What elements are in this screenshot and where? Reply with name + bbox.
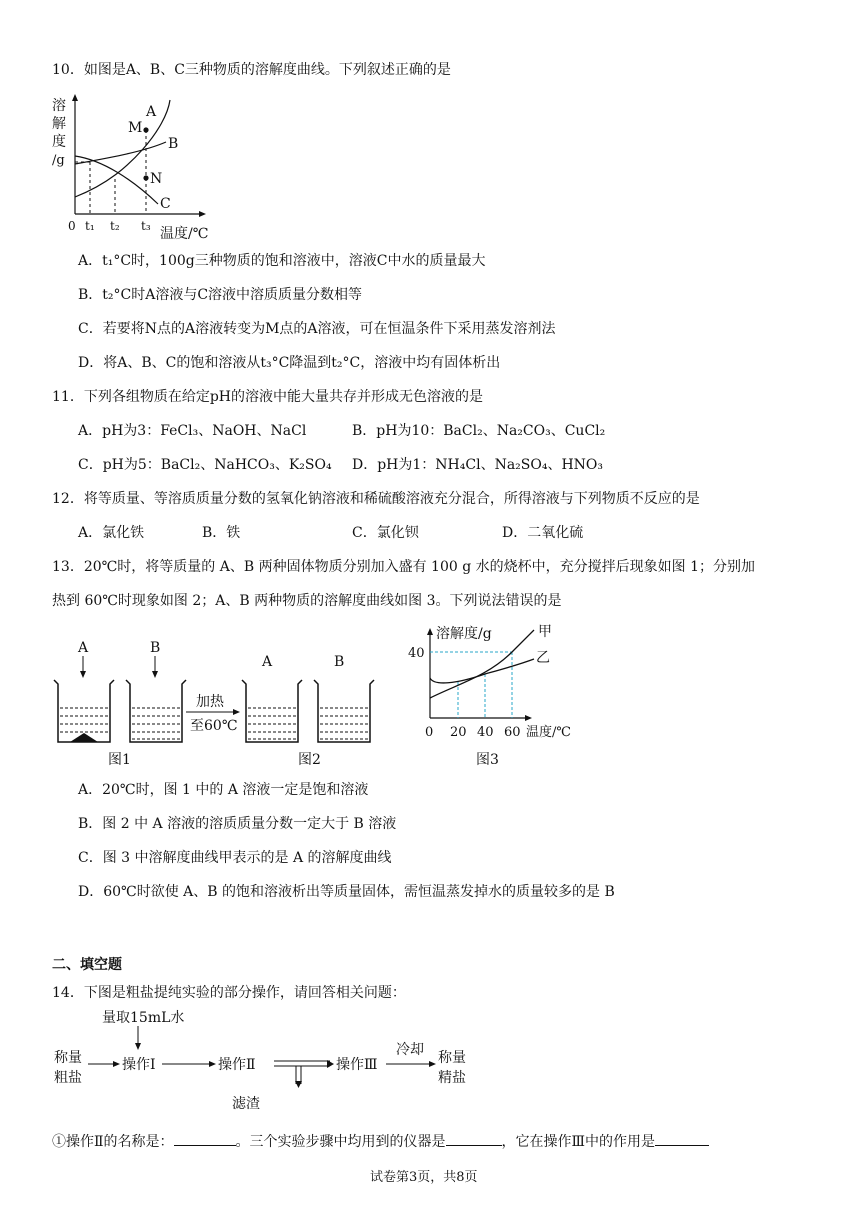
section-heading: 二、填空题 [52,957,122,973]
q11-stem: 11．下列各组物质在给定pH的溶液中能大量共存并形成无色溶液的是 [52,389,483,405]
beaker-1 [54,680,114,742]
answer-blank-3[interactable] [655,1131,709,1146]
svg-text:A: A [146,104,157,120]
svg-text:至60℃: 至60℃ [190,718,238,734]
q10-ylabel-1: 溶 [52,98,66,114]
svg-text:40: 40 [477,725,494,740]
svg-text:C: C [160,196,171,212]
q13-option-d: D．60℃时欲使 A、B 的饱和溶液析出等质量固体，需恒温蒸发掉水的质量较多的是 B [78,884,615,900]
q10-option-a: A．t₁°C时，100g三种物质的饱和溶液中，溶液C中水的质量最大 [78,253,486,269]
q12-option-a: A．氯化铁 [78,525,145,541]
page-footer: 试卷第3页，共8页 [370,1170,478,1185]
svg-text:0: 0 [68,219,76,233]
q10-option-d: D．将A、B、C的饱和溶液从t₃°C降温到t₂°C，溶液中均有固体析出 [78,355,501,371]
svg-text:乙: 乙 [536,650,550,666]
q14-flow-diagram [52,1004,492,1098]
svg-text:粗盐: 粗盐 [54,1070,82,1086]
svg-text:甲: 甲 [538,624,552,640]
q14-q1-part3: ，它在操作Ⅲ中的作用是 [501,1134,656,1150]
answer-blank-2[interactable] [446,1131,502,1146]
svg-text:称量: 称量 [438,1050,466,1066]
q10-solubility-graph [48,94,218,244]
q10-ylabel-2: 解 [52,116,66,132]
answer-blank-1[interactable] [174,1131,236,1146]
q10-stem: 10．如图是A、B、C三种物质的溶解度曲线。下列叙述正确的是 [52,62,451,78]
q11-option-d: D．pH为1：NH₄Cl、Na₂SO₄、HNO₃ [352,457,604,473]
svg-text:40: 40 [408,646,425,661]
q13-option-b: B．图 2 中 A 溶液的溶质质量分数一定大于 B 溶液 [78,816,397,832]
svg-text:t₁: t₁ [85,219,95,233]
q13-solubility-graph [408,618,588,770]
svg-text:图1: 图1 [108,752,131,768]
q14-q1-part2: 。三个实验步骤中均用到的仪器是 [235,1134,446,1150]
q14-residue-label: 滤渣 [232,1096,260,1112]
beaker-3 [242,680,302,742]
q14-question-1 [52,1131,709,1152]
svg-text:精盐: 精盐 [438,1070,466,1086]
svg-text:操作Ⅱ: 操作Ⅱ [218,1057,256,1073]
q10-option-b: B．t₂°C时A溶液与C溶液中溶质质量分数相等 [78,287,363,303]
q12-option-c: C．氯化钡 [352,525,419,541]
q13-beaker-figures [50,636,420,770]
svg-text:加热: 加热 [196,694,224,710]
q13-option-c: C．图 3 中溶解度曲线甲表示的是 A 的溶解度曲线 [78,850,392,866]
q13-stem-line1: 13．20℃时，将等质量的 A、B 两种固体物质分别加入盛有 100 g 水的烧杯中，充分搅拌后现象如图 1；分别加 [52,559,755,575]
q11-option-c: C．pH为5：BaCl₂、NaHCO₃、K₂SO₄ [78,457,332,473]
svg-text:t₂: t₂ [110,219,120,233]
q14-stem: 14．下图是粗盐提纯实验的部分操作，请回答相关问题： [52,985,406,1001]
svg-text:温度/℃: 温度/℃ [526,725,571,740]
svg-text:操作Ⅲ: 操作Ⅲ [336,1057,378,1073]
q13-option-a: A．20℃时，图 1 中的 A 溶液一定是饱和溶液 [78,782,369,798]
q12-option-d: D．二氧化硫 [502,525,584,541]
q11-option-a: A．pH为3：FeCl₃、NaOH、NaCl [78,423,307,439]
q10-curve-b [75,142,166,164]
svg-text:t₃: t₃ [141,219,151,233]
svg-text:A: A [262,654,273,670]
svg-text:B: B [150,640,161,656]
q10-point-m [143,127,148,132]
svg-text:M: M [128,120,143,136]
q13-stem-line2: 热到 60℃时现象如图 2；A、B 两种物质的溶解度曲线如图 3。下列说法错误的是 [52,593,562,609]
beaker-2 [126,680,186,742]
q11-option-b: B．pH为10：BaCl₂、Na₂CO₃、CuCl₂ [352,423,606,439]
q13-curve-yi [430,659,534,683]
q10-point-n [143,175,148,180]
svg-text:A: A [78,640,89,656]
svg-text:60: 60 [504,725,521,740]
svg-text:0: 0 [425,725,434,740]
svg-text:图2: 图2 [298,752,321,768]
svg-text:N: N [150,171,163,187]
beaker-4 [314,680,374,742]
svg-text:B: B [334,654,345,670]
svg-text:温度/℃: 温度/℃ [160,226,209,242]
q10-ylabel-3: 度 [52,134,66,150]
svg-text:溶解度/g: 溶解度/g [436,626,492,642]
q10-ylabel-4: /g [52,153,65,168]
svg-text:操作Ⅰ: 操作Ⅰ [122,1057,156,1073]
svg-text:图3: 图3 [476,752,499,768]
q12-stem: 12．将等质量、等溶质质量分数的氢氧化钠溶液和稀硫酸溶液充分混合，所得溶液与下列物质不反应的是 [52,491,700,507]
q14-q1-part1: ①操作Ⅱ的名称是： [52,1134,174,1150]
q10-option-c: C．若要将N点的A溶液转变为M点的A溶液，可在恒温条件下采用蒸发溶剂法 [78,321,556,337]
svg-text:量取15mL水: 量取15mL水 [102,1010,185,1026]
svg-text:20: 20 [450,725,467,740]
svg-text:B: B [168,136,179,152]
svg-text:冷却: 冷却 [396,1042,424,1058]
q12-option-b: B．铁 [202,525,241,541]
svg-text:称量: 称量 [54,1050,82,1066]
